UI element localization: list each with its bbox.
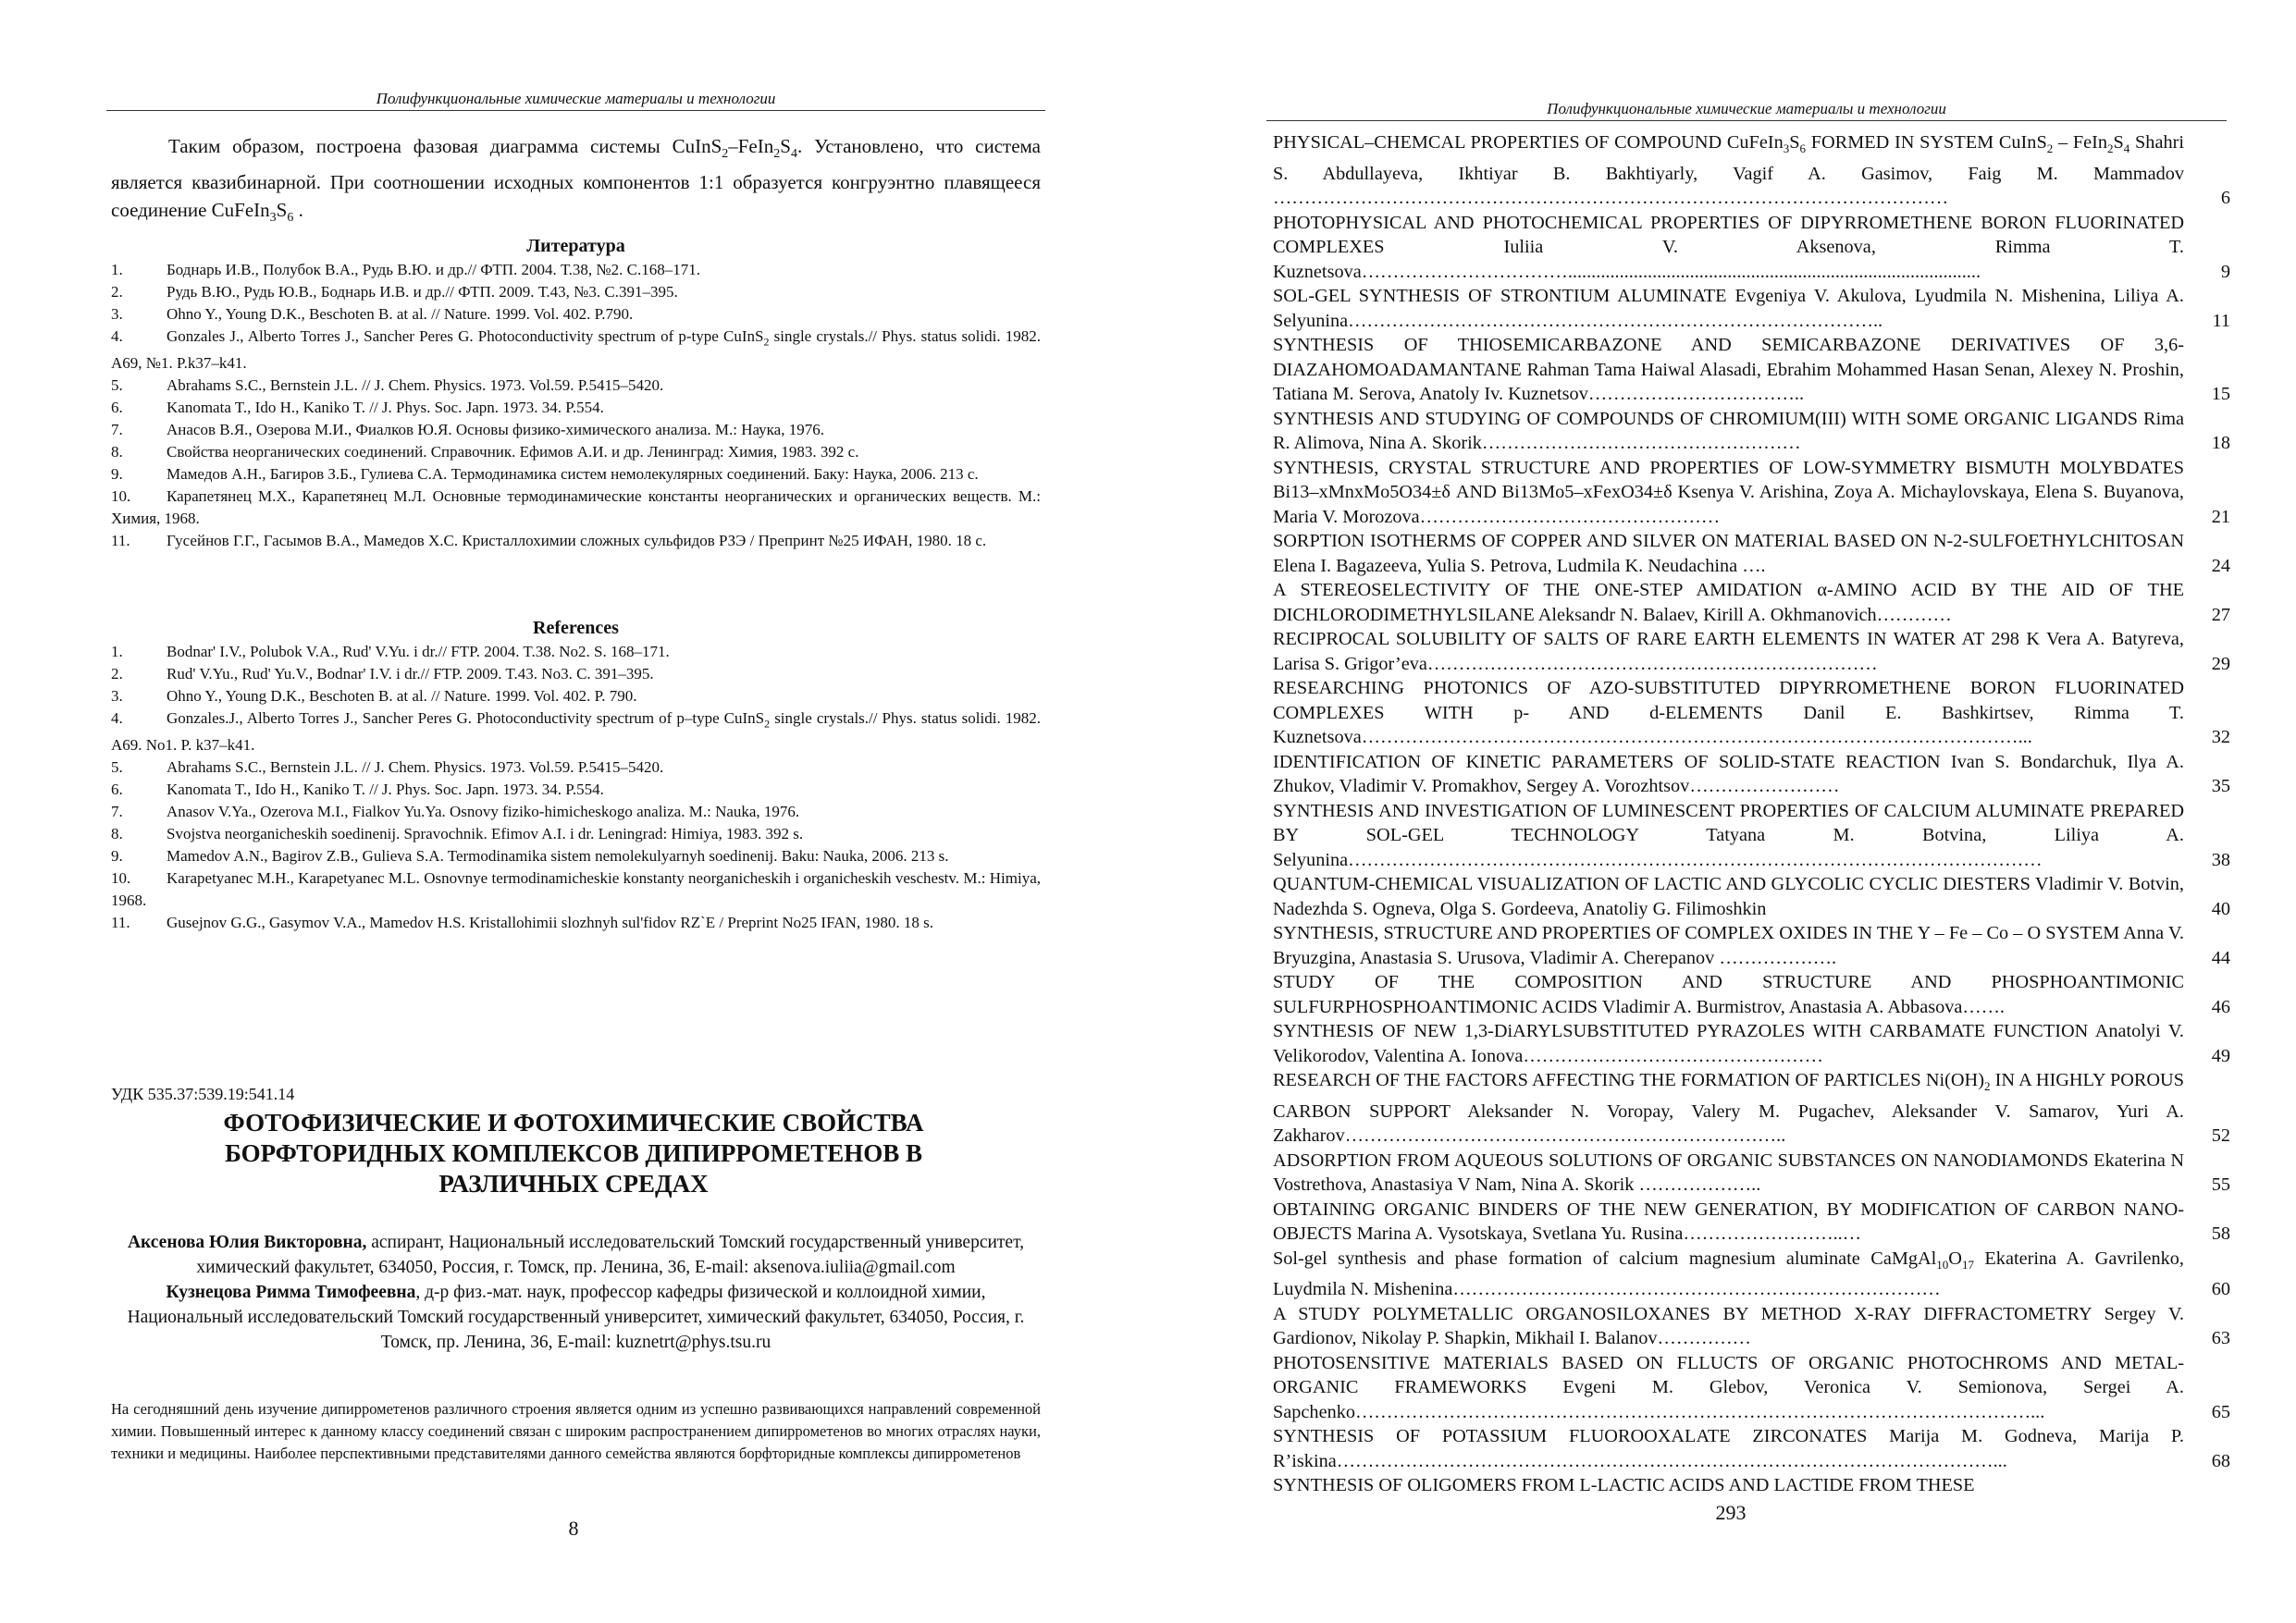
reference-item: 11. Gusejnov G.G., Gasymov V.A., Mamedov H.S. Kristallohimii slozhnyh sul'fidov RZ`E / Preprint No25 IFAN, 1980. 18 s. [111,914,933,932]
toc-entry: IDENTIFICATION OF KINETIC PARAMETERS OF SOLID-STATE REACTION Ivan S. Bondarchuk, Ilya A. Zhukov, Vladimir V. Promakhov, Sergey A. Vorozhtsov…………………… 35 [1273,750,2230,799]
references-title: References [533,618,619,638]
authors-block [120,1230,1031,1355]
literature-section [111,236,1041,552]
toc-entry: ADSORPTION FROM AQUEOUS SOLUTIONS OF ORGANIC SUBSTANCES ON NANODIAMONDS Ekaterina N Vostrethova, Anastasiya V Nam, Nina A. Skorik ……………….. 55 [1273,1149,2230,1198]
toc-page-number: 21 [2211,506,2230,527]
toc-entry: SYNTHESIS AND INVESTIGATION OF LUMINESCENT PROPERTIES OF CALCIUM ALUMINATE PREPARED BY SOL-GEL TECHNOLOGY Tatyana M. Botvina, Liliya A. Selyunina………………………………………………………………………………………………… 38 [1273,799,2230,873]
toc-entry: SYNTHESIS OF POTASSIUM FLUOROOXALATE ZIRCONATES Marija M. Godneva, Marija P. R’iskina……………………………………………………………………………………………... 68 [1273,1424,2230,1473]
toc-entry: RESEARCHING PHOTONICS OF AZO-SUBSTITUTED DIPYRROMETHENE BORON FLUORINATED COMPLEXES WITH p- AND d-ELEMENTS Danil E. Bashkirtsev, Rimma T. Kuznetsova……………………………………………………………………………………………... 32 [1273,676,2230,750]
toc-page-number: 11 [2212,310,2230,331]
toc-entry: SYNTHESIS AND STUDYING OF COMPOUNDS OF CHROMIUM(III) WITH SOME ORGANIC LIGANDS Rima R. Alimova, Nina A. Skorik…………………………………………… 18 [1273,407,2230,456]
references-list [111,641,1041,934]
toc-entry: A STEREOSELECTIVITY OF THE ONE-STEP AMIDATION α-AMINO ACID BY THE AID OF THE DICHLORODIMETHYLSILANE Aleksandr N. Balaev, Kirill A. Okhmanovich………… 27 [1273,578,2230,627]
toc-page-number: 32 [2211,727,2230,748]
toc-entry: OBTAINING ORGANIC BINDERS OF THE NEW GENERATION, BY MODIFICATION OF CARBON NANO-OBJECTS Marina A. Vysotskaya, Svetlana Yu. Rusina……………………..… 58 [1273,1198,2230,1247]
literature-item: 10. Карапетянец М.Х., Карапетянец М.Л. Основные термодинамические константы неорганических и органических веществ. М.: Химия, 1968. [111,487,1041,528]
literature-item: 1. Боднарь И.В., Полубок В.А., Рудь В.Ю. и др.// ФТП. 2004. Т.38, №2. С.168–171. [111,261,700,278]
toc-entry: STUDY OF THE COMPOSITION AND STRUCTURE AND PHOSPHOANTIMONIC SULFURPHOSPHOANTIMONIC ACIDS Vladimir A. Burmistrov, Anastasia A. Abbasova……. 46 [1273,970,2230,1019]
article-title: ФОТОФИЗИЧЕСКИЕ И ФОТОХИМИЧЕСКИЕ СВОЙСТВА БОРФТОРИДНЫХ КОМПЛЕКСОВ ДИПИРРОМЕТЕНОВ В РАЗЛИЧНЫХ СРЕДАХ [223,1109,924,1198]
literature-item: 9. Мамедов А.Н., Багиров З.Б., Гулиева С.А. Термодинамика систем немолекулярных соединений. Баку: Наука, 2006. 213 с. [111,465,979,484]
toc-page-number: 29 [2211,653,2230,674]
toc-entry: PHYSICAL–CHEMCAL PROPERTIES OF COMPOUND $CuFeIn_3S_6$ FORMED IN SYSTEM CuInS$_2$ – $FeIn_2S_4$ Shahri S. Abdullayeva, Ikhtiyar B. Bakhtiyarly, Vagif A. Gasimov, Faig M. Mammadov ……………………………………………………………………………………………… 6 [1273,130,2230,211]
author-1: Аксенова Юлия Викторовна, аспирант, Национальный исследовательский Томский государственный университет, химический факультет, 634050, Россия, г. Томск, пр. Ленина, 36, E-mail: aksenova.iuliia@gmail.com [127,1233,1025,1277]
toc-page-number: 44 [2211,947,2230,968]
toc-entry: PHOTOSENSITIVE MATERIALS BASED ON FLLUCTS OF ORGANIC PHOTOCHROMS AND METAL-ORGANIC FRAMEWORKS Evgeni M. Glebov, Veronica V. Semionova, Sergei A. Sapchenko………………………………………………………………………………………………... 65 [1273,1351,2230,1425]
author-2: Кузнецова Римма Тимофеевна, д-р физ.-мат. наук, профессор кафедры физической и коллоидной химии, Национальный исследовательский Томский государственный университет, химический факультет, 634050, Россия, г. Томск, пр. Ленина, 36, E-mail: kuznetrt@phys.tsu.ru [127,1283,1025,1352]
toc-page-number: 63 [2211,1328,2230,1349]
reference-item: 7. Anasov V.Ya., Ozerova M.I., Fialkov Yu.Ya. Osnovy fiziko-himicheskogo analiza. M.: Nauka, 1976. [111,803,800,821]
reference-item: 9. Mamedov A.N., Bagirov Z.B., Gulieva S.A. Termodinamika sistem nemolekulyarnyh soedinenij. Baku: Nauka, 2006. 213 s. [111,847,949,866]
toc-entry: SYNTHESIS, STRUCTURE AND PROPERTIES OF COMPLEX OXIDES IN THE Y – Fe – Co – O SYSTEM Anna V. Bryuzgina, Anastasia S. Urusova, Vladimir A. Cherepanov ………………. 44 [1273,921,2230,970]
references-section [111,618,1041,934]
toc-entry: A STUDY POLYMETALLIC ORGANOSILOXANES BY METHOD X-RAY DIFFRACTOMETRY Sergey V. Gardionov, Nikolay P. Shapkin, Mikhail I. Balanov…………… 63 [1273,1302,2230,1351]
running-head: Полифункциональные химические материалы и технологии [1266,100,2227,121]
toc-page-number: 40 [2211,898,2230,919]
toc-entry: Sol-gel synthesis and phase formation of calcium magnesium aluminate $CaMgAl_{10}O_{17}$ Ekaterina A. Gavrilenko, Luydmila N. Mishenina…………………………………………………………………… 60 [1273,1247,2230,1302]
literature-item: 8. Свойства неорганических соединений. Справочник. Ефимов А.И. и др. Ленинград: Химия, 1983. 392 с. [111,443,859,461]
reference-item: 1. Bodnar' I.V., Polubok V.A., Rud' V.Yu. i dr.// FTP. 2004. T.38. No2. S. 168–171. [111,643,670,660]
literature-list [111,259,1041,552]
page-number: 8 [568,1517,579,1540]
page-number: 293 [1715,1501,1747,1524]
toc-entry: SOL-GEL SYNTHESIS OF STRONTIUM ALUMINATE Evgeniya V. Akulova, Lyudmila N. Mishenina, Liliya A. Selyunina………………………………………………………………………….. 11 [1273,284,2230,333]
literature-item: 5. Abrahams S.C., Bernstein J.L. // J. Chem. Physics. 1973. Vol.59. P.5415–5420. [111,376,664,395]
toc-page-number: 52 [2211,1125,2230,1147]
literature-item: 6. Kanomata T., Ido H., Kaniko T. // J. Phys. Soc. Japn. 1973. 34. P.554. [111,399,604,417]
toc-page-number: 35 [2211,776,2230,797]
literature-item: 11. Гусейнов Г.Г., Гасымов В.А., Мамедов Х.С. Кристаллохимии сложных сульфидов РЗЭ / Препринт №25 ИФАН, 1980. 18 с. [111,532,987,550]
toc-page-number: 68 [2211,1450,2230,1471]
toc-entry: SORPTION ISOTHERMS OF COPPER AND SILVER ON MATERIAL BASED ON N-2-SULFOETHYLCHITOSAN Elena I. Bagazeeva, Yulia S. Petrova, Ludmila K. Neudachina …. 24 [1273,529,2230,578]
toc-entry: SYNTHESIS, CRYSTAL STRUCTURE AND PROPERTIES OF LOW-SYMMETRY BISMUTH MOLYBDATES Bi13–xMnxMo5O34±δ AND Bi13Mo5–xFexO34±δ Ksenya V. Arishina, Zoya A. Michaylovskaya, Elena S. Buyanova, Maria V. Morozova………………………………………… 21 [1273,456,2230,530]
literature-item: 4. Gonzales J., Alberto Torres J., Sancher Peres G. Photoconductivity spectrum of p-type CuInS$_2$ single crystals.// Phys. status solidi. 1982. A69, №1. P.k37–k41. [111,327,1041,373]
reference-item: 5. Abrahams S.C., Bernstein J.L. // J. Chem. Physics. 1973. Vol.59. P.5415–5420. [111,758,664,777]
reference-item: 2. Rud' V.Yu., Rud' Yu.V., Bodnar' I.V. i dr.// FTP. 2009. T.43. No3. C. 391–395. [111,665,654,682]
reference-item: 10. Karapetyanec M.H., Karapetyanec M.L. Osnovnye termodinamicheskie konstanty neorganicheskih i organicheskih veschestv. M.: Himiya, 1968. [111,869,1041,910]
toc-page-number: 6 [2220,188,2230,209]
toc-page-number: 24 [2211,555,2230,576]
toc-page-number: 58 [2211,1223,2230,1245]
literature-item: 2. Рудь В.Ю., Рудь Ю.В., Боднарь И.В. и др.// ФТП. 2009. Т.43, №3. С.391–395. [111,283,678,301]
toc-page-number: 15 [2211,384,2230,405]
intro-paragraph: Таким образом, построена фазовая диаграмма системы $CuInS_2-FeIn_2S_4$. Установлено, что система является квазибинарной. При соотношении исходных компонентов 1:1 образуется конгруэнтно плавящееся соединение $CuFeIn_3S_6$ . [111,135,1041,226]
toc-page-number: 65 [2211,1401,2230,1422]
toc-entry: PHOTOPHYSICAL AND PHOTOCHEMICAL PROPERTIES OF DIPYRROMETHENE BORON FLUORINATED COMPLEXES Iuliia V. Aksenova, Rimma T. Kuznetsova……………………………........................................................................................ 9 [1273,211,2230,285]
running-head: Полифункциональные химические материалы и технологии [106,90,1045,111]
right-page [1148,0,2296,1623]
udk-code: УДК 535.37:539.19:541.14 [111,1085,295,1103]
toc-page-number: 27 [2211,604,2230,625]
toc-page-number: 55 [2211,1174,2230,1196]
toc-entry: RECIPROCAL SOLUBILITY OF SALTS OF RARE EARTH ELEMENTS IN WATER AT 298 K Vera A. Batyreva, Larisa S. Grigor’eva……………………………………………………………… 29 [1273,627,2230,676]
toc-page-number: 46 [2211,996,2230,1017]
toc-page-number: 60 [2211,1279,2230,1300]
table-of-contents [1273,130,2230,1498]
toc-entry: SYNTHESIS OF THIOSEMICARBAZONE AND SEMICARBAZONE DERIVATIVES OF 3,6-DIAZAHOMOADAMANTANE Rahman Tama Haiwal Alasadi, Ebrahim Mohammed Hasan Senan, Alexey N. Proshin, Tatiana M. Serova, Anatoly Iv. Kuznetsov…………………………….. 15 [1273,333,2230,407]
reference-item: 3. Ohno Y., Young D.K., Beschoten B. at al. // Nature. 1999. Vol. 402. P. 790. [111,687,637,705]
toc-page-number: 18 [2211,433,2230,454]
toc-entry: QUANTUM-CHEMICAL VISUALIZATION OF LACTIC AND GLYCOLIC CYCLIC DIESTERS Vladimir V. Botvin, Nadezhda S. Ogneva, Olga S. Gordeeva, Anatoliy G. Filimoshkin 40 [1273,872,2230,921]
literature-title: Литература [526,236,625,256]
toc-entry: SYNTHESIS OF NEW 1,3-DiARYLSUBSTITUTED PYRAZOLES WITH CARBAMATE FUNCTION Anatolyi V. Velikorodov, Valentina A. Ionova………………………………………… 49 [1273,1019,2230,1068]
reference-item: 6. Kanomata T., Ido H., Kaniko T. // J. Phys. Soc. Japn. 1973. 34. P.554. [111,781,604,799]
reference-item: 4. Gonzales.J., Alberto Torres J., Sancher Peres G. Photoconductivity spectrum of p–type CuInS$_2$ single crystals.// Phys. status solidi. 1982. A69. No1. P. k37–k41. [111,709,1042,755]
toc-page-number: 9 [2220,261,2230,282]
toc-page-number: 49 [2211,1045,2230,1066]
literature-item: 7. Анасов В.Я., Озерова М.И., Фиалков Ю.Я. Основы физико-химического анализа. М.: Наука, 1976. [111,421,824,439]
toc-page-number: 38 [2211,849,2230,870]
literature-item: 3. Ohno Y., Young D.K., Beschoten B. at al. // Nature. 1999. Vol. 402. P.790. [111,305,634,323]
toc-entry: SYNTHESIS OF OLIGOMERS FROM L-LACTIC ACIDS AND LACTIDE FROM THESE [1273,1475,1975,1496]
abstract-text: На сегодняшний день изучение дипиррометенов различного строения является одним из успешно развивающихся направлений современной химии. Повышенный интерес к данному классу соединений связан с широким распространением дипиррометенов во многих отраслях науки, техники и медицины. Наиболее перспективными представителями данного семейства являются борфторидные комплексы дипиррометенов [111,1400,1041,1462]
toc-entry: RESEARCH OF THE FACTORS AFFECTING THE FORMATION OF PARTICLES $Ni(OH)_2$ IN A HIGHLY POROUS CARBON SUPPORT Aleksander N. Voropay, Valery M. Pugachev, Aleksander V. Samarov, Yuri A. Zakharov…………………………………………………………….. 52 [1273,1068,2230,1149]
reference-item: 8. Svojstva neorganicheskih soedinenij. Spravochnik. Efimov A.I. i dr. Leningrad: Himiya, 1983. 392 s. [111,825,804,843]
